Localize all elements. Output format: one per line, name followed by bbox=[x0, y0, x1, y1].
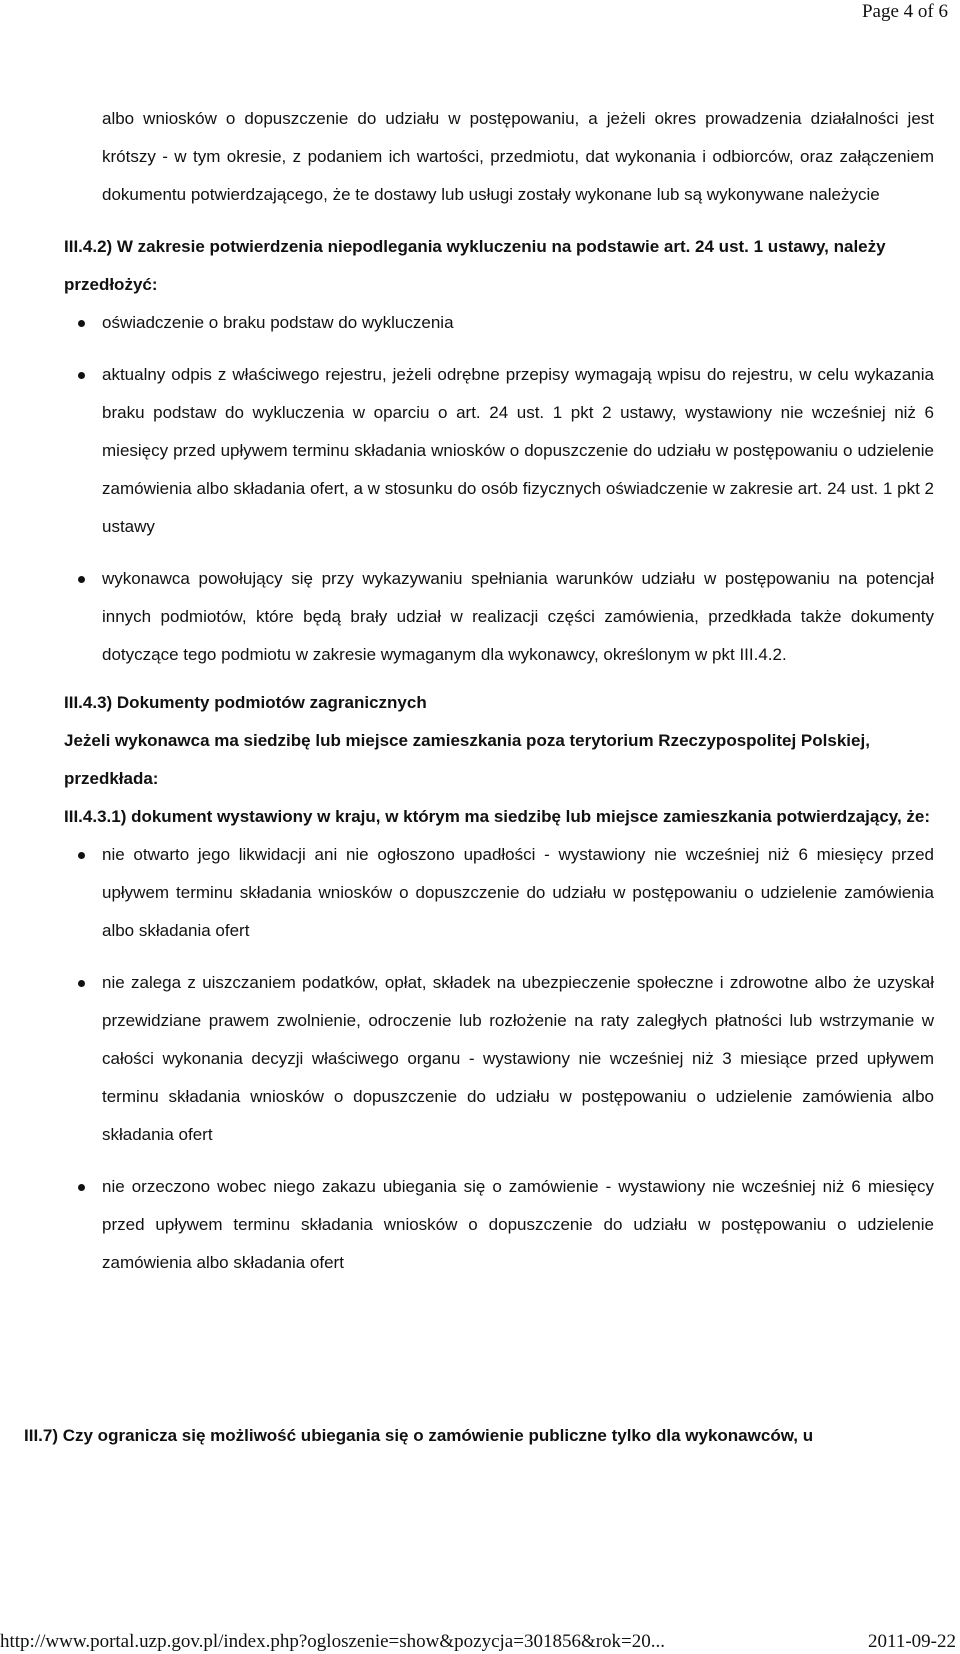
section-heading-iii-4-3-1: III.4.3.1) dokument wystawiony w kraju, w którym ma siedzibę lub miejsce zamieszkania potwierdzający, że: bbox=[64, 807, 931, 826]
section-heading-iii-4-3: III.4.3) Dokumenty podmiotów zagranicznych bbox=[64, 693, 427, 712]
list-item-text: nie otwarto jego likwidacji ani nie ogłoszono upadłości - wystawiony nie wcześniej niż 6 miesięcy przed upływem terminu składania wniosków o dopuszczenie do udziału w postępowaniu o udzielenie zamówienia albo składania ofert bbox=[102, 845, 934, 940]
bullet-icon bbox=[78, 576, 85, 583]
bullet-icon bbox=[78, 852, 85, 859]
list-item-text: wykonawca powołujący się przy wykazywaniu spełniania warunków udziału w postępowaniu na potencjał innych podmiotów, które będą brały udział w realizacji części zamówienia, przedkłada także dokumenty dotyczące tego podmiotu w zakresie wymaganym dla wykonawcy, określonym w pkt III.4.2. bbox=[102, 569, 934, 664]
page-number: Page 4 of 6 bbox=[861, 1, 948, 22]
bullet-icon bbox=[78, 1184, 85, 1191]
list-item-text: aktualny odpis z właściwego rejestru, jeżeli odrębne przepisy wymagają wpisu do rejestru, w celu wykazania braku podstaw do wykluczenia w oparciu o art. 24 ust. 1 pkt 2 ustawy, wystawiony nie wcześniej niż 6 miesięcy przed upływem terminu składania wniosków o dopuszczenie do udziału w postępowaniu o udzielenie zamówienia albo składania ofert, a w stosunku do osób fizycznych oświadczenie w zakresie art. 24 ust. 1 pkt 2 ustawy bbox=[102, 365, 934, 536]
intro-paragraph: albo wniosków o dopuszczenie do udziału w postępowaniu, a jeżeli okres prowadzenia działalności jest krótszy - w tym okresie, z podaniem ich wartości, przedmiotu, dat wykonania i odbiorców, oraz załączeniem dokumentu potwierdzającego, że te dostawy lub usługi zostały wykonane lub są wykonywane należycie bbox=[102, 109, 934, 204]
page-footer bbox=[0, 1630, 956, 1654]
section-heading-iii-7: III.7) Czy ogranicza się możliwość ubiegania się o zamówienie publiczne tylko dla wykonawców, u bbox=[24, 1426, 814, 1445]
list-item-text: nie zalega z uiszczaniem podatków, opłat, składek na ubezpieczenie społeczne i zdrowotne albo że uzyskał przewidziane prawem zwolnienie, odroczenie lub rozłożenie na raty zaległych płatności lub wstrzymanie w całości wykonania decyzji właściwego organu - wystawiony nie wcześniej niż 3 miesiące przed upływem terminu składania wniosków o dopuszczenie do udziału w postępowaniu o udzielenie zamówienia albo składania ofert bbox=[102, 973, 934, 1144]
source-url: http://www.portal.uzp.gov.pl/index.php?ogloszenie=show&pozycja=301856&rok=20... bbox=[0, 1631, 666, 1652]
list-item bbox=[102, 1168, 934, 1282]
list-item bbox=[102, 560, 934, 674]
section-subheading-foreign: Jeżeli wykonawca ma siedzibę lub miejsce zamieszkania poza terytorium Rzeczypospolitej Polskiej, przedkłada: bbox=[64, 731, 870, 788]
list-item bbox=[102, 836, 934, 950]
list-item-text: oświadczenie o braku podstaw do wykluczenia bbox=[102, 313, 454, 332]
list-item-text: nie orzeczono wobec niego zakazu ubiegania się o zamówienie - wystawiony nie wcześniej niż 6 miesięcy przed upływem terminu składania wniosków o dopuszczenie do udziału w postępowaniu o udzielenie zamówienia albo składania ofert bbox=[102, 1177, 934, 1272]
bullet-icon bbox=[78, 320, 85, 327]
bullet-icon bbox=[78, 372, 85, 379]
print-date: 2011-09-22 bbox=[868, 1631, 956, 1652]
document-body bbox=[64, 100, 934, 1282]
list-item bbox=[102, 304, 934, 342]
section-heading-iii-4-2: III.4.2) W zakresie potwierdzenia niepodlegania wykluczeniu na podstawie art. 24 ust. 1 ustawy, należy przedłożyć: bbox=[64, 237, 886, 294]
bullet-icon bbox=[78, 980, 85, 987]
list-item bbox=[102, 964, 934, 1154]
list-item bbox=[102, 356, 934, 546]
